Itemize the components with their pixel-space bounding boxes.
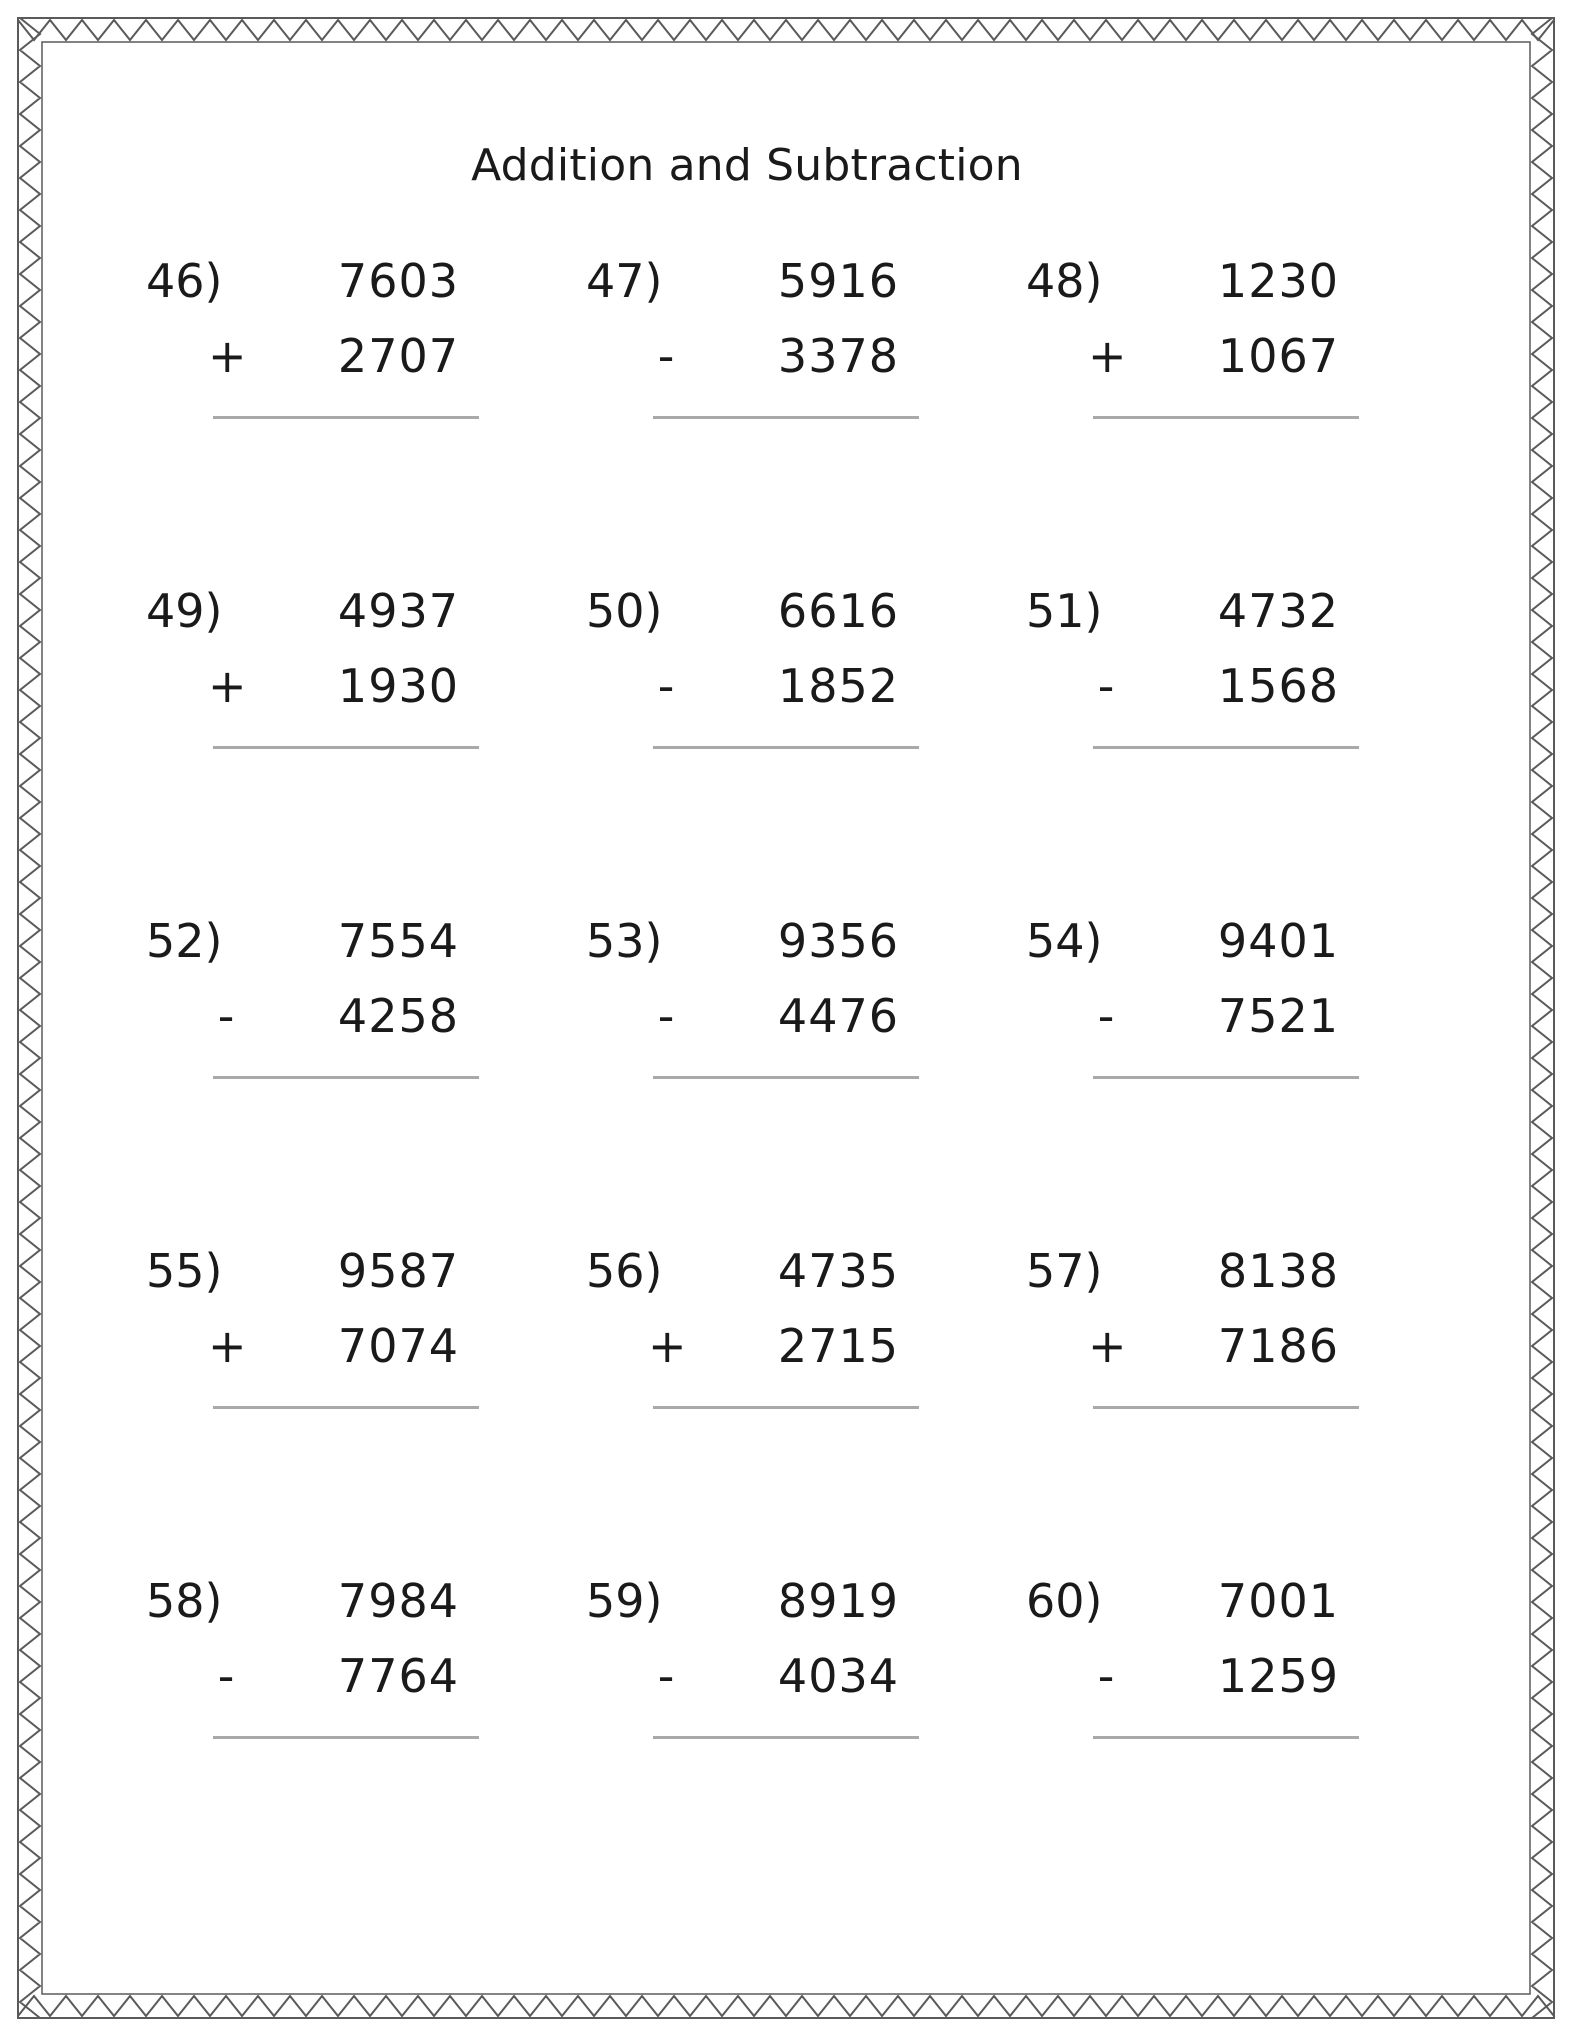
answer-line	[653, 746, 919, 749]
problem-57	[1026, 1231, 1351, 1431]
top-operand: 1230	[1217, 254, 1339, 308]
bottom-operand: 7186	[1217, 1319, 1339, 1373]
problem-55	[146, 1231, 471, 1431]
bottom-operand: 4258	[337, 989, 459, 1043]
bottom-operand: 7521	[1217, 989, 1339, 1043]
answer-line	[653, 1076, 919, 1079]
problem-number: 56)	[586, 1244, 663, 1298]
operator-sign: -	[217, 1649, 235, 1703]
problem-58	[146, 1561, 471, 1761]
top-operand: 7984	[337, 1574, 459, 1628]
border-zigzag-right	[1532, 18, 1552, 2018]
operator-sign: +	[208, 1319, 247, 1373]
answer-line	[653, 416, 919, 419]
operator-sign: -	[1097, 659, 1115, 713]
problem-number: 58)	[146, 1574, 223, 1628]
problem-48	[1026, 241, 1351, 441]
bottom-operand: 4034	[777, 1649, 899, 1703]
bottom-operand: 1930	[337, 659, 459, 713]
problem-59	[586, 1561, 911, 1761]
border-zigzag-left	[20, 18, 40, 2018]
bottom-operand: 7074	[337, 1319, 459, 1373]
answer-line	[653, 1736, 919, 1739]
operator-sign: +	[648, 1319, 687, 1373]
operator-sign: -	[657, 989, 675, 1043]
top-operand: 4732	[1217, 584, 1339, 638]
answer-line	[213, 1076, 479, 1079]
problem-number: 55)	[146, 1244, 223, 1298]
bottom-operand: 4476	[777, 989, 899, 1043]
problem-50	[586, 571, 911, 771]
bottom-operand: 1067	[1217, 329, 1339, 383]
problem-47	[586, 241, 911, 441]
answer-line	[213, 1406, 479, 1409]
border-zigzag-bottom	[18, 1996, 1554, 2016]
problem-52	[146, 901, 471, 1101]
problem-51	[1026, 571, 1351, 771]
answer-line	[213, 416, 479, 419]
bottom-operand: 1259	[1217, 1649, 1339, 1703]
answer-line	[1093, 1406, 1359, 1409]
problem-number: 47)	[586, 254, 663, 308]
bottom-operand: 3378	[777, 329, 899, 383]
top-operand: 4735	[777, 1244, 899, 1298]
problem-46	[146, 241, 471, 441]
problem-number: 57)	[1026, 1244, 1103, 1298]
top-operand: 9401	[1217, 914, 1339, 968]
operator-sign: -	[1097, 989, 1115, 1043]
top-operand: 7554	[337, 914, 459, 968]
bottom-operand: 7764	[337, 1649, 459, 1703]
operator-sign: -	[1097, 1649, 1115, 1703]
operator-sign: -	[657, 659, 675, 713]
top-operand: 9356	[777, 914, 899, 968]
answer-line	[213, 1736, 479, 1739]
problem-54	[1026, 901, 1351, 1101]
top-operand: 8138	[1217, 1244, 1339, 1298]
answer-line	[1093, 416, 1359, 419]
problem-number: 49)	[146, 584, 223, 638]
answer-line	[1093, 1736, 1359, 1739]
bottom-operand: 1852	[777, 659, 899, 713]
worksheet-title: Addition and Subtraction	[471, 140, 1023, 191]
top-operand: 9587	[337, 1244, 459, 1298]
operator-sign: -	[657, 329, 675, 383]
operator-sign: +	[1088, 1319, 1127, 1373]
bottom-operand: 2707	[337, 329, 459, 383]
answer-line	[213, 746, 479, 749]
bottom-operand: 2715	[777, 1319, 899, 1373]
problem-53	[586, 901, 911, 1101]
top-operand: 5916	[777, 254, 899, 308]
operator-sign: +	[1088, 329, 1127, 383]
bottom-operand: 1568	[1217, 659, 1339, 713]
answer-line	[653, 1406, 919, 1409]
answer-line	[1093, 1076, 1359, 1079]
problem-number: 54)	[1026, 914, 1103, 968]
problem-60	[1026, 1561, 1351, 1761]
top-operand: 4937	[337, 584, 459, 638]
top-operand: 6616	[777, 584, 899, 638]
problem-49	[146, 571, 471, 771]
operator-sign: +	[208, 659, 247, 713]
border-zigzag-top	[18, 20, 1554, 40]
problem-56	[586, 1231, 911, 1431]
operator-sign: +	[208, 329, 247, 383]
problem-number: 60)	[1026, 1574, 1103, 1628]
top-operand: 7603	[337, 254, 459, 308]
problem-number: 46)	[146, 254, 223, 308]
answer-line	[1093, 746, 1359, 749]
problem-number: 51)	[1026, 584, 1103, 638]
problem-number: 53)	[586, 914, 663, 968]
problem-number: 50)	[586, 584, 663, 638]
operator-sign: -	[217, 989, 235, 1043]
problem-number: 48)	[1026, 254, 1103, 308]
problem-number: 59)	[586, 1574, 663, 1628]
operator-sign: -	[657, 1649, 675, 1703]
top-operand: 8919	[777, 1574, 899, 1628]
top-operand: 7001	[1217, 1574, 1339, 1628]
problem-number: 52)	[146, 914, 223, 968]
